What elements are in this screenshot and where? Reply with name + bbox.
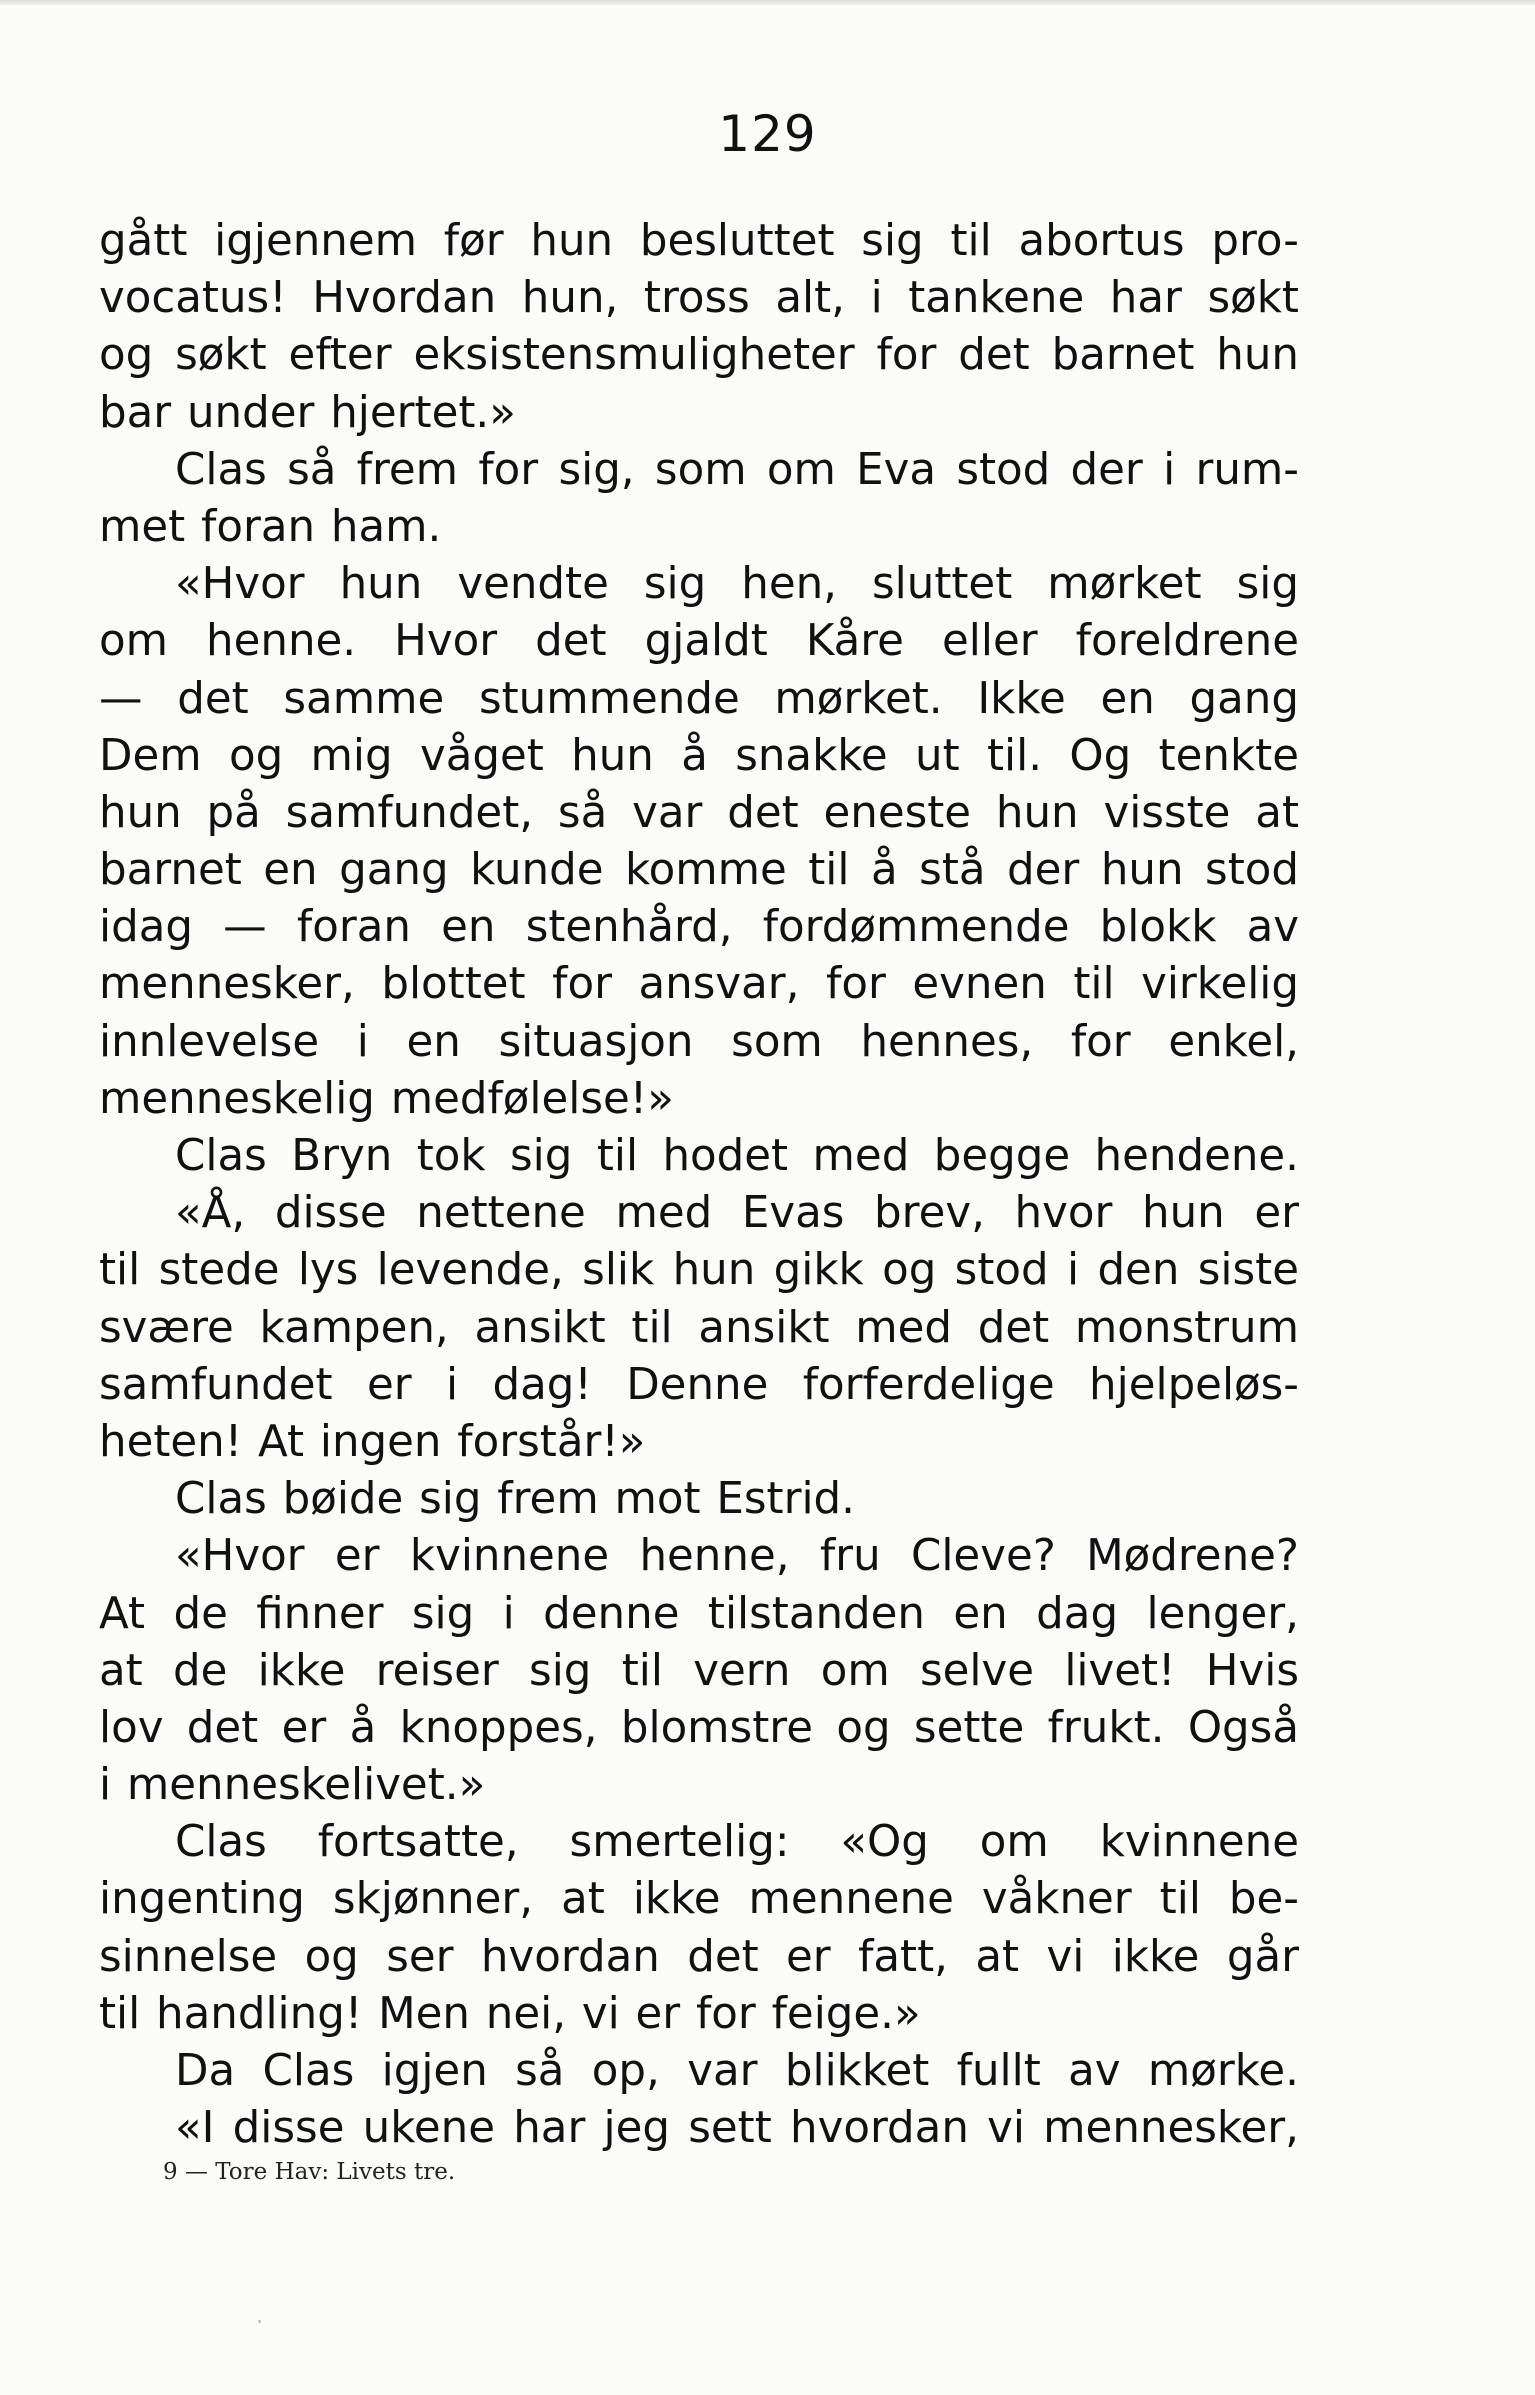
text-line: om henne. Hvor det gjaldt Kåre eller foreldrene <box>99 616 1299 667</box>
text-line: «I disse ukene har jeg sett hvordan vi mennesker, <box>175 2103 1299 2154</box>
text-line: hun på samfundet, så var det eneste hun visste at <box>99 787 1299 838</box>
text-line: heten! At ingen forstår!» <box>99 1416 646 1467</box>
body-text <box>99 213 1299 2157</box>
text-line: «Å, disse nettene med Evas brev, hvor hun er <box>175 1188 1299 1239</box>
text-line: innlevelse i en situasjon som hennes, for enkel, <box>99 1016 1299 1067</box>
text-line: Dem og mig våget hun å snakke ut til. Og tenkte <box>99 730 1299 781</box>
footer-signature: 9 — Tore Hav: Livets tre. <box>163 2159 456 2185</box>
text-line: lov det er å knoppes, blomstre og sette frukt. Også <box>99 1702 1299 1753</box>
text-line: met foran ham. <box>99 501 442 552</box>
text-line: til stede lys levende, slik hun gikk og stod i den siste <box>99 1245 1299 1296</box>
text-line: «Hvor er kvinnene henne, fru Cleve? Mødrene? <box>175 1531 1299 1582</box>
text-line: ingenting skjønner, at ikke mennene våkner til be- <box>99 1874 1299 1925</box>
text-line: svære kampen, ansikt til ansikt med det monstrum <box>99 1302 1299 1353</box>
text-line: Clas Bryn tok sig til hodet med begge hendene. <box>175 1131 1299 1181</box>
text-line: — det samme stummende mørket. Ikke en gang <box>99 673 1299 724</box>
text-line: Da Clas igjen så op, var blikket fullt av mørke. <box>175 2046 1299 2096</box>
text-line: mennesker, blottet for ansvar, for evnen til virkelig <box>99 959 1299 1010</box>
text-line: Clas fortsatte, smertelig: «Og om kvinnene <box>175 1817 1299 1868</box>
text-line: barnet en gang kunde komme til å stå der hun stod <box>99 845 1299 896</box>
text-line: menneskelig medfølelse!» <box>99 1073 674 1124</box>
text-line: til handling! Men nei, vi er for feige.» <box>99 1988 921 2039</box>
text-line: bar under hjertet.» <box>99 387 516 438</box>
text-line: i menneskelivet.» <box>99 1760 486 1811</box>
text-line: at de ikke reiser sig til vern om selve livet! Hvis <box>99 1645 1299 1696</box>
text-line: At de finner sig i denne tilstanden en dag lenger, <box>99 1588 1299 1639</box>
text-line: idag — foran en stenhård, fordømmende blokk av <box>99 902 1299 953</box>
text-line: sinnelse og ser hvordan det er fatt, at vi ikke går <box>99 1931 1299 1982</box>
text-line: «Hvor hun vendte sig hen, sluttet mørket sig <box>175 559 1299 610</box>
text-line: Clas så frem for sig, som om Eva stod der i rum- <box>175 444 1299 495</box>
text-line: vocatus! Hvordan hun, tross alt, i tankene har søkt <box>99 273 1299 324</box>
paper-speck <box>258 2320 261 2323</box>
text-line: gått igjennem før hun besluttet sig til abortus pro- <box>99 216 1299 266</box>
page-top-edge <box>0 0 1535 6</box>
text-line: samfundet er i dag! Denne forferdelige hjelpeløs- <box>99 1359 1299 1410</box>
text-line: Clas bøide sig frem mot Estrid. <box>175 1474 856 1525</box>
text-line: og søkt efter eksistensmuligheter for det barnet hun <box>99 330 1299 381</box>
page-number: 129 <box>718 105 817 163</box>
